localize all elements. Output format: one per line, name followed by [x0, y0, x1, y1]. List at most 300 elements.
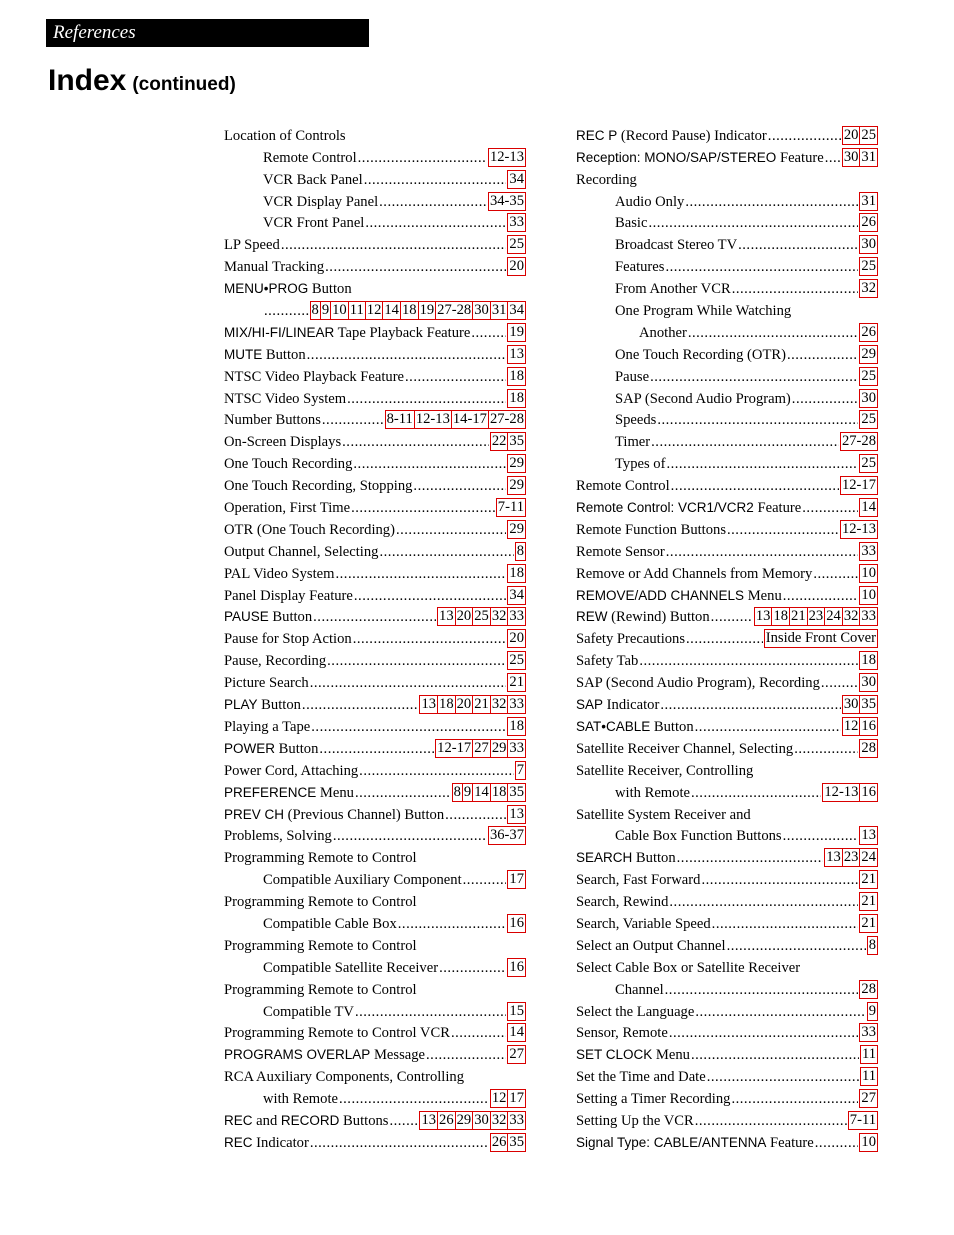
- index-entry: [224, 714, 526, 736]
- page-refs: [859, 739, 878, 758]
- page-link[interactable]: 12: [366, 302, 382, 319]
- page-refs: [842, 717, 878, 736]
- page-link[interactable]: 9: [868, 1002, 876, 1019]
- index-entry: [224, 517, 526, 539]
- dot-leader: [302, 697, 419, 714]
- dot-leader: [264, 303, 309, 320]
- page-refs: [507, 235, 526, 254]
- dot-leader: [688, 325, 859, 342]
- page-link[interactable]: 32: [843, 608, 859, 625]
- entry-label: Satellite Receiver Channel, Selecting: [576, 740, 794, 757]
- page-link[interactable]: 8: [516, 542, 524, 559]
- index-entry: [224, 583, 526, 605]
- page-link[interactable]: 33: [509, 1111, 524, 1128]
- dot-leader: [339, 1091, 489, 1108]
- index-entry: [576, 232, 878, 254]
- page-link[interactable]: 23: [808, 608, 824, 625]
- dot-leader: [342, 434, 489, 451]
- index-entry: [576, 561, 878, 583]
- page-title-main: Index: [48, 64, 127, 97]
- dot-leader: [336, 566, 507, 583]
- dot-leader: [821, 675, 859, 692]
- page-link[interactable]: 30: [843, 696, 859, 713]
- page-refs: [859, 1089, 878, 1108]
- page-refs: [867, 1002, 878, 1021]
- index-entry: [224, 473, 526, 495]
- page-refs: [859, 1023, 878, 1042]
- dot-leader: [815, 1135, 859, 1152]
- page-link[interactable]: 12-17: [841, 477, 876, 494]
- page-link[interactable]: 7-11: [849, 1111, 876, 1128]
- dot-leader: [727, 938, 866, 955]
- page-link[interactable]: 34-35: [489, 192, 524, 209]
- dot-leader: [355, 1004, 506, 1021]
- index-entry: [224, 1130, 526, 1152]
- entry-label: VCR Front Panel: [263, 215, 365, 232]
- dot-leader: [310, 675, 507, 692]
- page-link[interactable]: 18: [773, 608, 789, 625]
- dot-leader: [398, 916, 507, 933]
- page-refs: [859, 980, 878, 999]
- index-entry: [576, 320, 878, 342]
- index-entry: [224, 429, 526, 451]
- page-link[interactable]: 15: [509, 1002, 524, 1019]
- page-refs: [507, 170, 526, 189]
- entry-label: SAP (Second Audio Program), Recording: [576, 675, 820, 692]
- page-link[interactable]: 12-13: [489, 148, 524, 165]
- page-refs: [840, 432, 878, 451]
- page-link[interactable]: 34: [509, 302, 524, 319]
- page-link[interactable]: Inside Front Cover: [765, 630, 876, 647]
- page-link[interactable]: 8: [868, 936, 876, 953]
- page-link[interactable]: 7: [516, 761, 524, 778]
- index-entry: [576, 955, 878, 977]
- page-link[interactable]: 28: [861, 739, 876, 756]
- entry-label: VCR Display Panel: [263, 193, 379, 210]
- index-entry: [576, 605, 878, 627]
- dot-leader: [639, 653, 858, 670]
- page-refs: [507, 1002, 526, 1021]
- page-link[interactable]: 35: [509, 783, 524, 800]
- page-link[interactable]: 13: [439, 608, 454, 625]
- entry-label: LP Speed: [224, 237, 280, 254]
- page-link[interactable]: 13: [509, 345, 524, 362]
- index-entry: [224, 605, 526, 627]
- page-link[interactable]: 13: [755, 608, 771, 625]
- page-link[interactable]: 14: [861, 499, 876, 516]
- entry-label: Compatible Satellite Receiver: [263, 959, 439, 976]
- page-link[interactable]: 16: [509, 958, 524, 975]
- page-link[interactable]: 13: [861, 827, 876, 844]
- page-link[interactable]: 33: [861, 542, 876, 559]
- page-link[interactable]: 27-28: [437, 302, 472, 319]
- entry-label: Picture Search: [224, 675, 309, 692]
- page-link[interactable]: 26: [439, 1111, 454, 1128]
- page-link[interactable]: 32: [491, 1111, 507, 1128]
- dot-leader: [396, 522, 506, 539]
- page-link[interactable]: 8: [453, 783, 461, 800]
- page-link[interactable]: 19: [509, 323, 524, 340]
- index-entry: [224, 386, 526, 408]
- page-link[interactable]: 29: [456, 1111, 472, 1128]
- page-link[interactable]: 22: [491, 433, 507, 450]
- page-link[interactable]: 35: [509, 1133, 524, 1150]
- dot-leader: [794, 741, 858, 758]
- index-entry: [224, 451, 526, 473]
- page-link[interactable]: 14: [384, 302, 399, 319]
- page-title-sub: (continued): [132, 74, 236, 95]
- index-entry: [576, 167, 878, 189]
- entry-label: Safety Tab: [576, 653, 639, 670]
- page-link[interactable]: 33: [509, 214, 524, 231]
- page-link[interactable]: 29: [509, 455, 524, 472]
- entry-label: Signal Type: CABLE/ANTENNA Feature: [576, 1134, 814, 1151]
- dot-leader: [327, 653, 506, 670]
- page-link[interactable]: 8: [311, 302, 319, 319]
- page-link[interactable]: 23: [843, 849, 859, 866]
- dot-leader: [691, 1047, 859, 1064]
- page-refs: [515, 542, 526, 561]
- dot-leader: [783, 588, 859, 605]
- page-link[interactable]: 28: [861, 980, 876, 997]
- page-link[interactable]: 13: [509, 805, 524, 822]
- page-link[interactable]: 18: [861, 652, 876, 669]
- page-link[interactable]: 33: [861, 1024, 876, 1041]
- index-entry: [224, 364, 526, 386]
- dot-leader: [732, 281, 859, 298]
- index-entry: [224, 670, 526, 692]
- index-entry: [224, 648, 526, 670]
- entry-label: Speeds: [615, 412, 657, 429]
- page-link[interactable]: 30: [861, 389, 876, 406]
- dot-leader: [660, 697, 840, 714]
- dot-leader: [671, 478, 839, 495]
- page-link[interactable]: 11: [349, 302, 364, 319]
- page-link[interactable]: 20: [843, 126, 859, 143]
- page-link[interactable]: 10: [861, 586, 876, 603]
- page-link[interactable]: 13: [826, 849, 841, 866]
- page-link[interactable]: 25: [509, 236, 524, 253]
- dot-leader: [783, 828, 859, 845]
- page-link[interactable]: 17: [509, 871, 524, 888]
- entry-label: On-Screen Displays: [224, 434, 342, 451]
- page-link[interactable]: 33: [861, 608, 876, 625]
- page-link[interactable]: 25: [861, 258, 876, 275]
- page-link[interactable]: 16: [861, 717, 876, 734]
- page-refs: [507, 323, 526, 342]
- page-refs: [842, 695, 878, 714]
- dot-leader: [355, 785, 451, 802]
- page-link[interactable]: 19: [419, 302, 435, 319]
- dot-leader: [451, 1025, 506, 1042]
- page-refs: [419, 1111, 526, 1130]
- page-refs: [507, 805, 526, 824]
- dot-leader: [358, 150, 487, 167]
- page-link[interactable]: 34: [509, 170, 524, 187]
- page-link[interactable]: 12: [843, 717, 859, 734]
- page-link[interactable]: 36-37: [489, 827, 524, 844]
- page-refs: [507, 1023, 526, 1042]
- page-link[interactable]: 32: [491, 608, 507, 625]
- page-link[interactable]: 12-17: [437, 739, 472, 756]
- index-entry: [224, 1021, 526, 1043]
- entry-label: MUTE Button: [224, 346, 306, 363]
- page-link[interactable]: 18: [509, 389, 524, 406]
- page-link[interactable]: 30: [474, 1111, 489, 1128]
- page-refs: [859, 826, 878, 845]
- dot-leader: [310, 1135, 489, 1152]
- page-refs: [507, 476, 526, 495]
- page-link[interactable]: 17: [509, 1090, 524, 1107]
- page-link[interactable]: 20: [509, 258, 524, 275]
- index-entry: [224, 736, 526, 758]
- entry-label: Satellite System Receiver and: [576, 806, 751, 823]
- index-entry: [576, 1021, 878, 1043]
- dot-leader: [325, 259, 506, 276]
- page-refs: [859, 235, 878, 254]
- entry-label: Output Channel, Selecting: [224, 543, 379, 560]
- page-link[interactable]: 20: [509, 630, 524, 647]
- page-link[interactable]: 21: [474, 696, 489, 713]
- index-entry: [224, 999, 526, 1021]
- page-link[interactable]: 18: [439, 696, 454, 713]
- page-link[interactable]: 26: [491, 1133, 507, 1150]
- page-link[interactable]: 14-17: [452, 411, 487, 428]
- entry-label: Pause for Stop Action: [224, 631, 352, 648]
- dot-leader: [379, 194, 487, 211]
- page-link[interactable]: 31: [861, 192, 876, 209]
- page-link[interactable]: 9: [463, 783, 472, 800]
- dot-leader: [677, 850, 824, 867]
- page-link[interactable]: 30: [474, 302, 489, 319]
- page-link[interactable]: 11: [861, 1046, 876, 1063]
- page-refs: [859, 323, 878, 342]
- page-link[interactable]: 18: [491, 783, 507, 800]
- index-entry: [576, 583, 878, 605]
- page-refs: [435, 739, 526, 758]
- index-entry: [224, 1064, 526, 1086]
- index-entry: [224, 167, 526, 189]
- page-link[interactable]: 21: [791, 608, 806, 625]
- index-entry: [224, 824, 526, 846]
- page-link[interactable]: 10: [861, 564, 876, 581]
- page-refs: [488, 192, 526, 211]
- page-link[interactable]: 24: [826, 608, 841, 625]
- page-link[interactable]: 25: [861, 455, 876, 472]
- page-link[interactable]: 13: [421, 1111, 437, 1128]
- page-refs: [754, 607, 878, 626]
- page-refs: [507, 454, 526, 473]
- dot-leader: [471, 325, 506, 342]
- index-entry: [576, 933, 878, 955]
- page-link[interactable]: 29: [509, 520, 524, 537]
- page-refs: [764, 629, 878, 648]
- index-entry: [576, 429, 878, 451]
- dot-leader: [439, 960, 506, 977]
- page-link[interactable]: 30: [861, 236, 876, 253]
- page-link[interactable]: 30: [861, 674, 876, 691]
- page-refs: [490, 1133, 526, 1152]
- page-link[interactable]: 18: [401, 302, 417, 319]
- index-entry: [224, 320, 526, 342]
- page-link[interactable]: 18: [509, 367, 524, 384]
- page-link[interactable]: 9: [321, 302, 330, 319]
- index-entry: [576, 648, 878, 670]
- page-refs: [507, 213, 526, 232]
- entry-label: SET CLOCK Menu: [576, 1047, 690, 1064]
- page-link[interactable]: 25: [861, 367, 876, 384]
- entry-label: Search, Variable Speed: [576, 915, 711, 932]
- page-link[interactable]: 10: [332, 302, 347, 319]
- index-entry: [576, 1086, 878, 1108]
- page-link[interactable]: 7-11: [497, 499, 524, 516]
- index-entry: [224, 495, 526, 517]
- dot-leader: [281, 237, 507, 254]
- entry-label: Reception: MONO/SAP/STEREO Feature: [576, 149, 824, 166]
- page-link[interactable]: 35: [861, 696, 876, 713]
- page-link[interactable]: 31: [861, 148, 876, 165]
- page-link[interactable]: 29: [861, 345, 876, 362]
- page-link[interactable]: 18: [509, 717, 524, 734]
- page-link[interactable]: 20: [456, 696, 472, 713]
- page-refs: [490, 1089, 526, 1108]
- dot-leader: [463, 872, 507, 889]
- entry-label: Another: [639, 324, 687, 341]
- page-refs: [507, 586, 526, 605]
- index-entry: [576, 780, 878, 802]
- page-link[interactable]: 21: [861, 871, 876, 888]
- entry-label: Number Buttons: [224, 412, 321, 429]
- section-label: References: [53, 22, 136, 43]
- page-refs: [859, 257, 878, 276]
- page-link[interactable]: 12-13: [841, 520, 876, 537]
- page-refs: [859, 454, 878, 473]
- page-link[interactable]: 35: [509, 433, 524, 450]
- page-refs: [488, 826, 526, 845]
- index-entry: [576, 670, 878, 692]
- index-entry: [576, 911, 878, 933]
- page-link[interactable]: 21: [861, 893, 876, 910]
- page-link[interactable]: 21: [509, 674, 524, 691]
- dot-leader: [389, 1113, 418, 1130]
- entry-label: Remove or Add Channels from Memory: [576, 565, 813, 582]
- page-link[interactable]: 32: [861, 280, 876, 297]
- entry-label: SAT•CABLE Button: [576, 718, 694, 735]
- entry-label: SEARCH Button: [576, 850, 676, 867]
- page-link[interactable]: 18: [509, 564, 524, 581]
- page-link[interactable]: 27-28: [489, 411, 524, 428]
- page-refs: [507, 629, 526, 648]
- dot-leader: [813, 566, 858, 583]
- dot-leader: [738, 237, 858, 254]
- dot-leader: [365, 215, 506, 232]
- page-link[interactable]: 34: [509, 586, 524, 603]
- page-link[interactable]: 26: [861, 214, 876, 231]
- page-refs: [840, 476, 878, 495]
- entry-label: Compatible Auxiliary Component: [263, 872, 462, 889]
- page-link[interactable]: 29: [509, 477, 524, 494]
- index-entry: [576, 145, 878, 167]
- dot-leader: [669, 894, 858, 911]
- entry-label: Channel: [615, 981, 664, 998]
- page-link[interactable]: 30: [843, 148, 859, 165]
- page-link[interactable]: 26: [861, 323, 876, 340]
- entry-label: Satellite Receiver, Controlling: [576, 762, 754, 779]
- dot-leader: [792, 391, 859, 408]
- page-link[interactable]: 25: [474, 608, 489, 625]
- page-link[interactable]: 11: [861, 1068, 876, 1085]
- page-link[interactable]: 25: [509, 652, 524, 669]
- entry-label: OTR (One Touch Recording): [224, 521, 395, 538]
- dot-leader: [364, 172, 507, 189]
- entry-label: Problems, Solving: [224, 828, 332, 845]
- entry-label: SAP Indicator: [576, 697, 660, 714]
- page-link[interactable]: 27: [861, 1090, 876, 1107]
- page-link[interactable]: 12-13: [415, 411, 450, 428]
- index-entry: [576, 845, 878, 867]
- page-link[interactable]: 32: [491, 696, 507, 713]
- page-link[interactable]: 33: [509, 608, 524, 625]
- dot-leader: [313, 609, 436, 626]
- page-refs: [842, 126, 878, 145]
- dot-leader: [319, 741, 434, 758]
- dot-leader: [731, 1091, 858, 1108]
- entry-label: VCR Back Panel: [263, 171, 363, 188]
- page-refs: [822, 783, 878, 802]
- page-link[interactable]: 20: [456, 608, 472, 625]
- dot-leader: [379, 544, 513, 561]
- page-link[interactable]: 21: [861, 914, 876, 931]
- entry-label: RCA Auxiliary Components, Controlling: [224, 1069, 464, 1086]
- page-link[interactable]: 27-28: [841, 433, 876, 450]
- page-link[interactable]: 8-11: [386, 411, 413, 428]
- page-link[interactable]: 13: [421, 696, 437, 713]
- page-link[interactable]: 33: [509, 739, 524, 756]
- entry-label: Compatible Cable Box: [263, 915, 397, 932]
- page-link[interactable]: 27: [509, 1046, 524, 1063]
- page-link[interactable]: 10: [861, 1133, 876, 1150]
- index-entry: [576, 692, 878, 714]
- index-entry: [224, 298, 526, 320]
- page-link[interactable]: 29: [491, 739, 507, 756]
- page-link[interactable]: 16: [509, 914, 524, 931]
- page-refs: [859, 498, 878, 517]
- page-refs: [859, 1133, 878, 1152]
- page-link[interactable]: 14: [474, 783, 489, 800]
- entry-label: NTSC Video System: [224, 390, 347, 407]
- page-link[interactable]: 27: [474, 739, 489, 756]
- page-refs: [859, 542, 878, 561]
- page-link[interactable]: 12: [491, 1090, 507, 1107]
- entry-label: PREFERENCE Menu: [224, 784, 354, 801]
- dot-leader: [445, 807, 506, 824]
- page-link[interactable]: 25: [861, 126, 876, 143]
- page-link[interactable]: 16: [861, 783, 876, 800]
- page-refs: [507, 717, 526, 736]
- dot-leader: [686, 631, 763, 648]
- entry-label: Select the Language: [576, 1003, 695, 1020]
- page-refs: [840, 520, 878, 539]
- page-link[interactable]: 12-13: [824, 783, 859, 800]
- page-link[interactable]: 24: [861, 849, 876, 866]
- page-link[interactable]: 31: [491, 302, 507, 319]
- dot-leader: [353, 456, 506, 473]
- entry-label: Operation, First Time: [224, 500, 351, 517]
- page-link[interactable]: 25: [861, 411, 876, 428]
- index-entry: [576, 1130, 878, 1152]
- page-link[interactable]: 33: [509, 696, 524, 713]
- page-link[interactable]: 14: [509, 1024, 524, 1041]
